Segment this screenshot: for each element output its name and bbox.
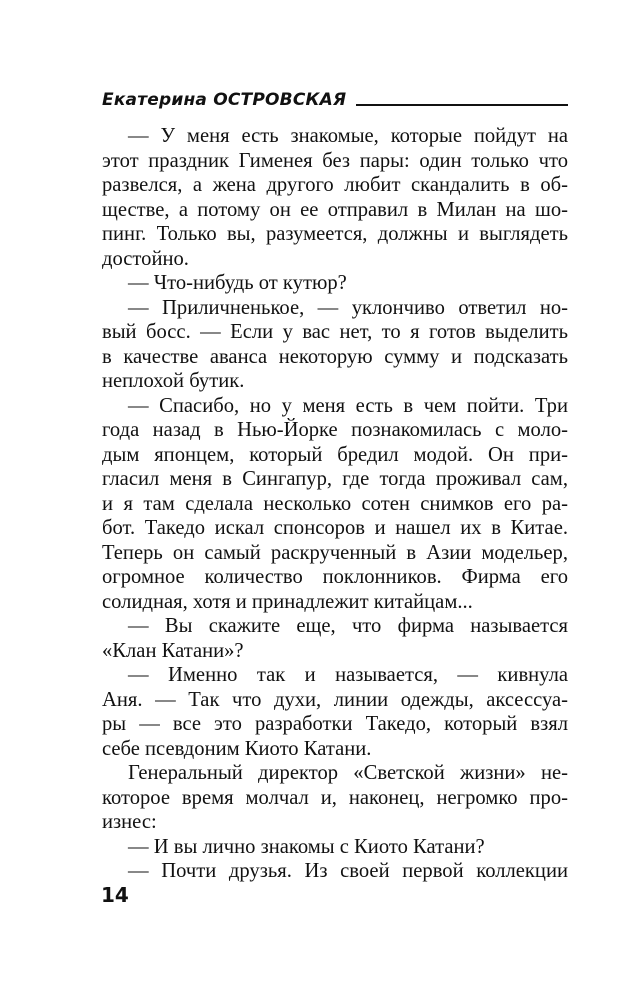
text-line: ществе, а потому он ее отправил в Милан на шо- — [102, 198, 568, 221]
running-head — [102, 84, 568, 110]
text-line: изнес: — [102, 811, 157, 833]
text-line: — Спасибо, но у меня есть в чем пойти. Три — [128, 394, 568, 417]
text-line: — И вы лично знакомы с Киото Катани? — [128, 835, 485, 858]
text-line: — Почти друзья. Из своей первой коллекции — [128, 860, 568, 882]
text-line: достойно. — [102, 247, 189, 270]
text-line: Теперь он самый раскрученный в Азии модельер, — [102, 541, 568, 564]
text-line: дым японцем, который бредил модой. Он при- — [102, 443, 568, 466]
text-line: бот. Такедо искал спонсоров и нашел их в Китае. — [102, 517, 568, 539]
text-line: — У меня есть знакомые, которые пойдут на — [128, 125, 568, 147]
body-text — [102, 124, 568, 884]
text-line: гласил меня в Сингапур, где тогда проживал сам, — [102, 468, 568, 490]
text-line: Аня. — Так что духи, линии одежды, аксессуа- — [102, 688, 568, 711]
page-number: 14 — [101, 883, 129, 907]
text-line: Генеральный директор «Светской жизни» не- — [128, 762, 568, 784]
text-line: огромное количество поклонников. Фирма его — [102, 566, 568, 588]
text-line: — Приличненькое, — уклончиво ответил но- — [128, 296, 568, 319]
text-line: неплохой бутик. — [102, 370, 245, 392]
text-line: «Клан Катани»? — [102, 639, 244, 662]
text-line: себе псевдоним Киото Катани. — [102, 737, 372, 760]
text-line: пинг. Только вы, разумеется, должны и выглядеть — [102, 223, 568, 245]
text-line: — Именно так и называется, — кивнула — [128, 664, 568, 686]
text-line: которое время молчал и, наконец, негромко про- — [102, 786, 568, 809]
text-line: этот праздник Гименея без пары: один только что — [102, 149, 568, 172]
text-line: ры — все это разработки Такедо, который взял — [102, 713, 568, 735]
running-head-author: Екатерина ОСТРОВСКАЯ — [102, 90, 347, 110]
text-line: и я там сделала несколько сотен снимков его ра- — [102, 492, 568, 515]
running-head-rule — [356, 104, 568, 106]
text-line: вый босс. — Если у вас нет, то я готов выделить — [102, 321, 568, 343]
text-line: — Что-нибудь от кутюр? — [128, 272, 347, 294]
text-line: — Вы скажите еще, что фирма называется — [128, 615, 568, 637]
text-line: развелся, а жена другого любит скандалить в об- — [102, 174, 568, 196]
text-line: года назад в Нью-Йорке познакомилась с моло- — [102, 419, 568, 441]
text-line: солидная, хотя и принадлежит китайцам... — [102, 590, 473, 613]
text-line: в качестве аванса некоторую сумму и подсказать — [102, 345, 568, 368]
